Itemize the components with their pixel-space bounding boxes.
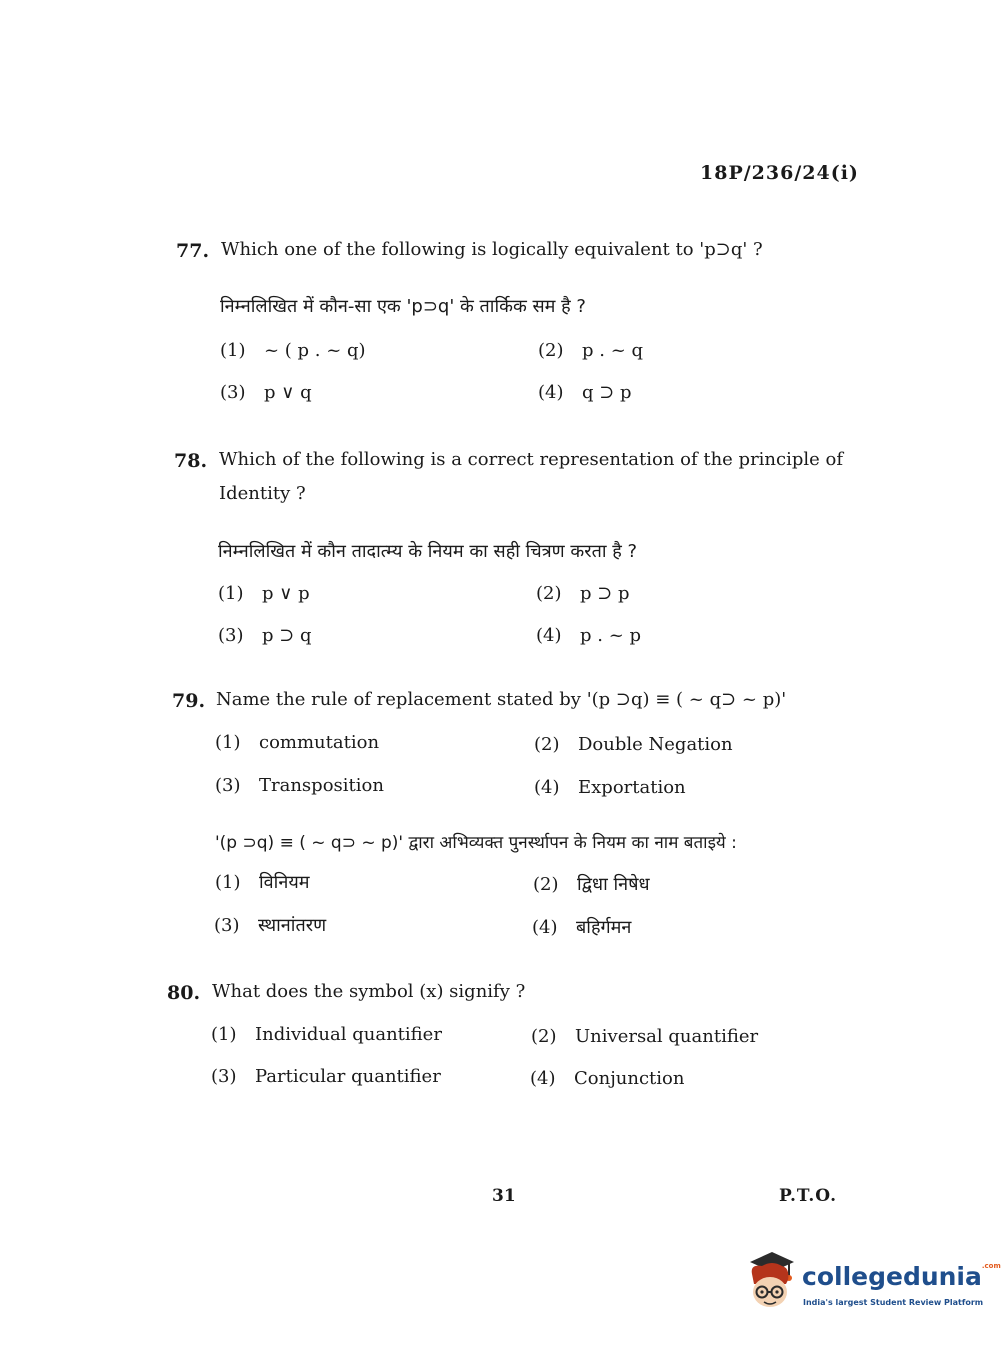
option-number: (1) <box>218 583 244 604</box>
page-number: 31 <box>492 1186 516 1206</box>
question-text: Which one of the following is logically equivalent to 'p⊃q' ? <box>221 239 763 260</box>
question-number: 79. <box>172 690 206 712</box>
option-1 <box>218 583 310 604</box>
question-text-hindi: निम्नलिखित में कौन तादात्म्य के नियम का सही चित्रण करता है ? <box>218 541 638 562</box>
option-text: Exportation <box>578 777 686 798</box>
option-number: (3) <box>218 625 244 646</box>
option-3 <box>211 1066 441 1087</box>
option-text: Double Negation <box>578 734 733 755</box>
hindi-option-3 <box>214 913 326 937</box>
question-number: 80. <box>167 982 201 1004</box>
paper-code: 18P/236/24(i) <box>700 162 859 184</box>
question-text-hindi: '(p ⊃q) ≡ ( ~ q⊃ ~ p)' द्वारा अभिव्यक्त पुनर्स्थापन के नियम का नाम बताइये : <box>215 833 737 853</box>
option-number: (3) <box>211 1066 237 1087</box>
hindi-option-4 <box>532 915 631 939</box>
option-2 <box>531 1026 758 1047</box>
question-text: Which of the following is a correct representation of the principle of Identity ? <box>219 449 844 504</box>
option-text: Individual quantifier <box>255 1024 442 1045</box>
option-number: (2) <box>534 734 560 755</box>
logo-wordmark <box>802 1262 1001 1291</box>
option-3 <box>220 382 312 403</box>
option-number: (4) <box>530 1068 556 1089</box>
option-number: (2) <box>531 1026 557 1047</box>
option-2 <box>534 734 733 755</box>
option-text: Conjunction <box>574 1068 685 1089</box>
option-text: p ⊃ p <box>580 583 630 604</box>
option-number: (4) <box>534 777 560 798</box>
hindi-option-2 <box>533 872 650 896</box>
option-number: (3) <box>215 775 241 796</box>
option-4 <box>534 777 686 798</box>
option-text: q ⊃ p <box>582 382 632 403</box>
collegedunia-mascot-icon <box>742 1250 800 1312</box>
question-text: What does the symbol (x) signify ? <box>212 981 526 1002</box>
option-number: (4) <box>538 382 564 403</box>
option-number: (1) <box>211 1024 237 1045</box>
question-text-hindi: निम्नलिखित में कौन-सा एक 'p⊃q' के तार्किक सम है ? <box>220 296 586 317</box>
option-text: बहिर्गमन <box>576 917 632 938</box>
pto-label: P.T.O. <box>779 1186 837 1206</box>
option-number: (4) <box>536 625 562 646</box>
option-text: p . ~ q <box>582 340 644 361</box>
option-4 <box>536 625 641 646</box>
collegedunia-watermark <box>742 1250 1001 1320</box>
option-number: (1) <box>215 732 241 753</box>
option-text: ~ ( p . ~ q) <box>264 340 366 361</box>
option-4 <box>530 1068 684 1089</box>
logo-tagline: India's largest Student Review Platform <box>803 1298 984 1307</box>
option-1 <box>211 1024 442 1045</box>
option-2 <box>536 583 630 604</box>
option-number: (2) <box>538 340 564 361</box>
question-text: Name the rule of replacement stated by '(p ⊃q) ≡ ( ~ q⊃ ~ p)' <box>216 689 787 710</box>
option-number: (3) <box>214 915 240 936</box>
option-1 <box>215 732 379 753</box>
hindi-option-1 <box>215 870 310 894</box>
option-number: (2) <box>536 583 562 604</box>
option-text: p ∨ q <box>264 382 312 403</box>
option-number: (3) <box>220 382 246 403</box>
option-text: Universal quantifier <box>575 1026 759 1047</box>
option-text: p ⊃ q <box>262 625 312 646</box>
logo-brand: collegedunia <box>802 1262 982 1291</box>
option-text: commutation <box>259 732 380 753</box>
option-text: द्विधा निषेध <box>577 874 650 895</box>
option-text: p ∨ p <box>262 583 310 604</box>
option-text: Transposition <box>259 775 384 796</box>
option-3 <box>218 625 312 646</box>
option-4 <box>538 382 632 403</box>
option-number: (1) <box>220 340 246 361</box>
option-number: (2) <box>533 874 559 895</box>
question-number: 77. <box>176 240 210 262</box>
option-number: (1) <box>215 872 241 893</box>
option-text: स्थानांतरण <box>258 915 327 936</box>
option-text: Particular quantifier <box>255 1066 441 1087</box>
question-number: 78. <box>174 450 208 472</box>
option-number: (4) <box>532 917 558 938</box>
option-text: p . ~ p <box>580 625 642 646</box>
option-text: विनियम <box>259 872 310 893</box>
option-3 <box>215 775 384 796</box>
option-1 <box>220 340 366 361</box>
logo-suffix: .com <box>981 1262 1001 1270</box>
option-2 <box>538 340 643 361</box>
